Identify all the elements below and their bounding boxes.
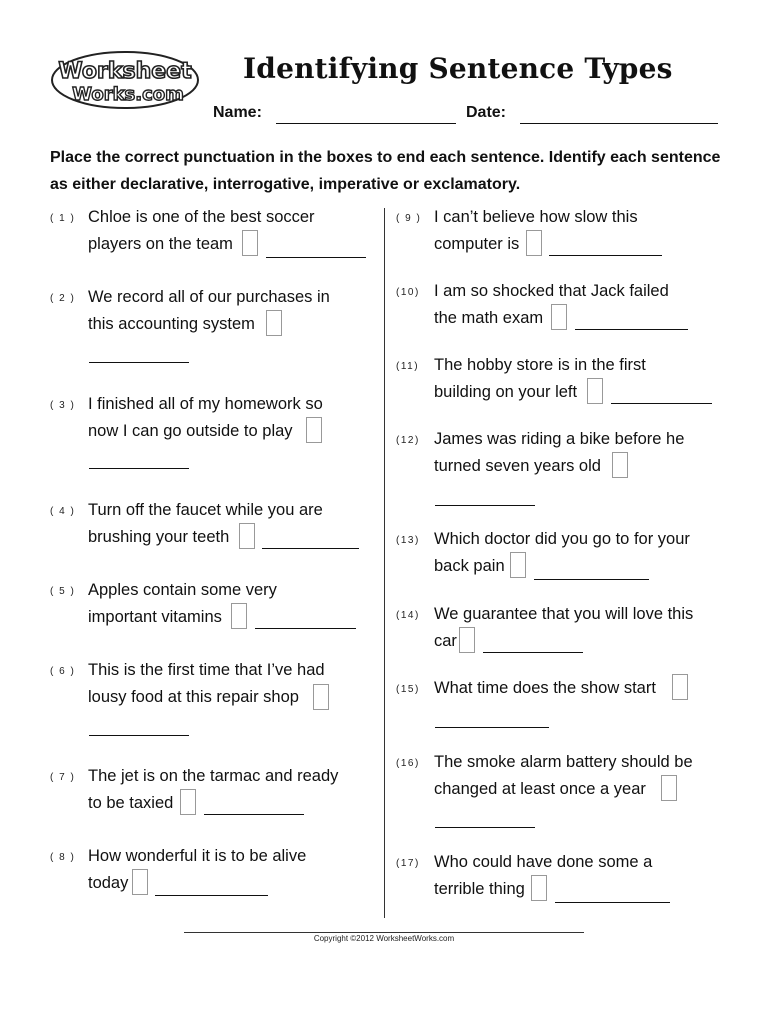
sentence-line-1: We record all of our purchases in [88,288,330,306]
sentence-line-1: James was riding a bike before he [434,430,685,448]
sentence-line-2: to be taxied [88,793,174,812]
punctuation-box[interactable] [180,789,196,815]
sentence-type-answer-line[interactable] [89,735,189,736]
punctuation-box[interactable] [661,775,677,801]
sentence-type-answer-line[interactable] [549,255,662,256]
column-divider [384,208,385,918]
date-label: Date: [466,104,507,121]
question-number: (10) [396,287,420,298]
punctuation-box[interactable] [526,230,542,256]
sentence-line-2: car [434,631,457,650]
sentence-line-1: How wonderful it is to be alive [88,847,307,865]
sentence-line-2: players on the team [88,234,233,253]
sentence-type-answer-line[interactable] [89,362,189,363]
question-number: ( 3 ) [50,400,76,411]
sentence-line-2: the math exam [434,308,544,327]
sentence-line-2: this accounting system [88,314,255,333]
sentence-type-answer-line[interactable] [534,579,649,580]
sentence-line-1: The smoke alarm battery should be [434,753,693,771]
sentence-line-2: building on your left [434,382,578,401]
punctuation-box[interactable] [266,310,282,336]
sentence-line-1: Who could have done some a [434,853,653,871]
question-number: (14) [396,610,420,621]
sentence-line-1: Which doctor did you go to for your [434,530,690,548]
sentence-type-answer-line[interactable] [204,814,304,815]
sentence-type-answer-line[interactable] [555,902,670,903]
punctuation-box[interactable] [551,304,567,330]
sentence-line-1: Turn off the faucet while you are [88,501,323,519]
punctuation-box[interactable] [242,230,258,256]
question-number: (12) [396,435,420,446]
page-title: Identifying Sentence Types [243,52,673,85]
question-number: (13) [396,535,420,546]
punctuation-box[interactable] [612,452,628,478]
punctuation-box[interactable] [510,552,526,578]
punctuation-box[interactable] [531,875,547,901]
sentence-line-2: today [88,873,129,892]
name-label: Name: [213,104,262,121]
question-number: (16) [396,758,420,769]
sentence-type-answer-line[interactable] [89,468,189,469]
sentence-line-2: important vitamins [88,607,222,626]
sentence-line-2: now I can go outside to play [88,421,293,440]
instructions: Place the correct punctuation in the boxes to end each sentence. Identify each sentence as either declarative, interrogative, imperative or exclamatory. [50,149,721,193]
sentence-line-2: computer is [434,234,520,253]
sentence-line-2: lousy food at this repair shop [88,687,299,706]
punctuation-box[interactable] [313,684,329,710]
sentence-type-answer-line[interactable] [575,329,688,330]
sentence-type-answer-line[interactable] [255,628,356,629]
date-field[interactable] [520,123,718,124]
sentence-type-answer-line[interactable] [266,257,366,258]
question-number: (17) [396,858,420,869]
sentence-line-1: I finished all of my homework so [88,395,323,413]
punctuation-box[interactable] [459,627,475,653]
sentence-line-2: brushing your teeth [88,527,230,546]
copyright-footer: Copyright ©2012 WorksheetWorks.com [313,934,455,943]
question-number: ( 8 ) [50,852,76,863]
sentence-type-answer-line[interactable] [155,895,268,896]
sentence-line-2: changed at least once a year [434,779,646,798]
question-number: ( 7 ) [50,772,76,783]
sentence-line-1: The hobby store is in the first [434,356,646,374]
punctuation-box[interactable] [587,378,603,404]
question-number: ( 4 ) [50,506,76,517]
sentence-line-1: This is the first time that I’ve had [88,661,325,679]
punctuation-box[interactable] [672,674,688,700]
question-number: ( 9 ) [396,213,422,224]
worksheetworks-logo [50,50,200,110]
sentence-line-1: Chloe is one of the best soccer [88,208,315,226]
sentence-line-1: I am so shocked that Jack failed [434,282,669,300]
sentence-line-1: Apples contain some very [88,581,277,599]
sentence-type-answer-line[interactable] [483,652,583,653]
logo-text-top: Worksheet [58,59,192,84]
question-number: (11) [396,361,420,372]
question-number: ( 5 ) [50,586,76,597]
name-field[interactable] [276,123,456,124]
question-number: (15) [396,684,420,695]
sentence-line-1: What time does the show start [434,679,656,697]
footer-divider [184,932,584,933]
logo-text-bottom: Works.com [72,84,184,105]
punctuation-box[interactable] [306,417,322,443]
punctuation-box[interactable] [231,603,247,629]
punctuation-box[interactable] [132,869,148,895]
sentence-type-answer-line[interactable] [611,403,712,404]
sentence-line-2: turned seven years old [434,456,601,475]
sentence-line-1: We guarantee that you will love this [434,605,694,623]
sentence-line-1: I can’t believe how slow this [434,208,638,226]
question-number: ( 2 ) [50,293,76,304]
sentence-type-answer-line[interactable] [435,505,535,506]
sentence-line-2: back pain [434,556,505,575]
sentence-line-1: The jet is on the tarmac and ready [88,767,339,785]
question-number: ( 1 ) [50,213,76,224]
sentence-line-2: terrible thing [434,879,525,898]
sentence-type-answer-line[interactable] [262,548,359,549]
sentence-type-answer-line[interactable] [435,727,549,728]
punctuation-box[interactable] [239,523,255,549]
question-number: ( 6 ) [50,666,76,677]
sentence-type-answer-line[interactable] [435,827,535,828]
